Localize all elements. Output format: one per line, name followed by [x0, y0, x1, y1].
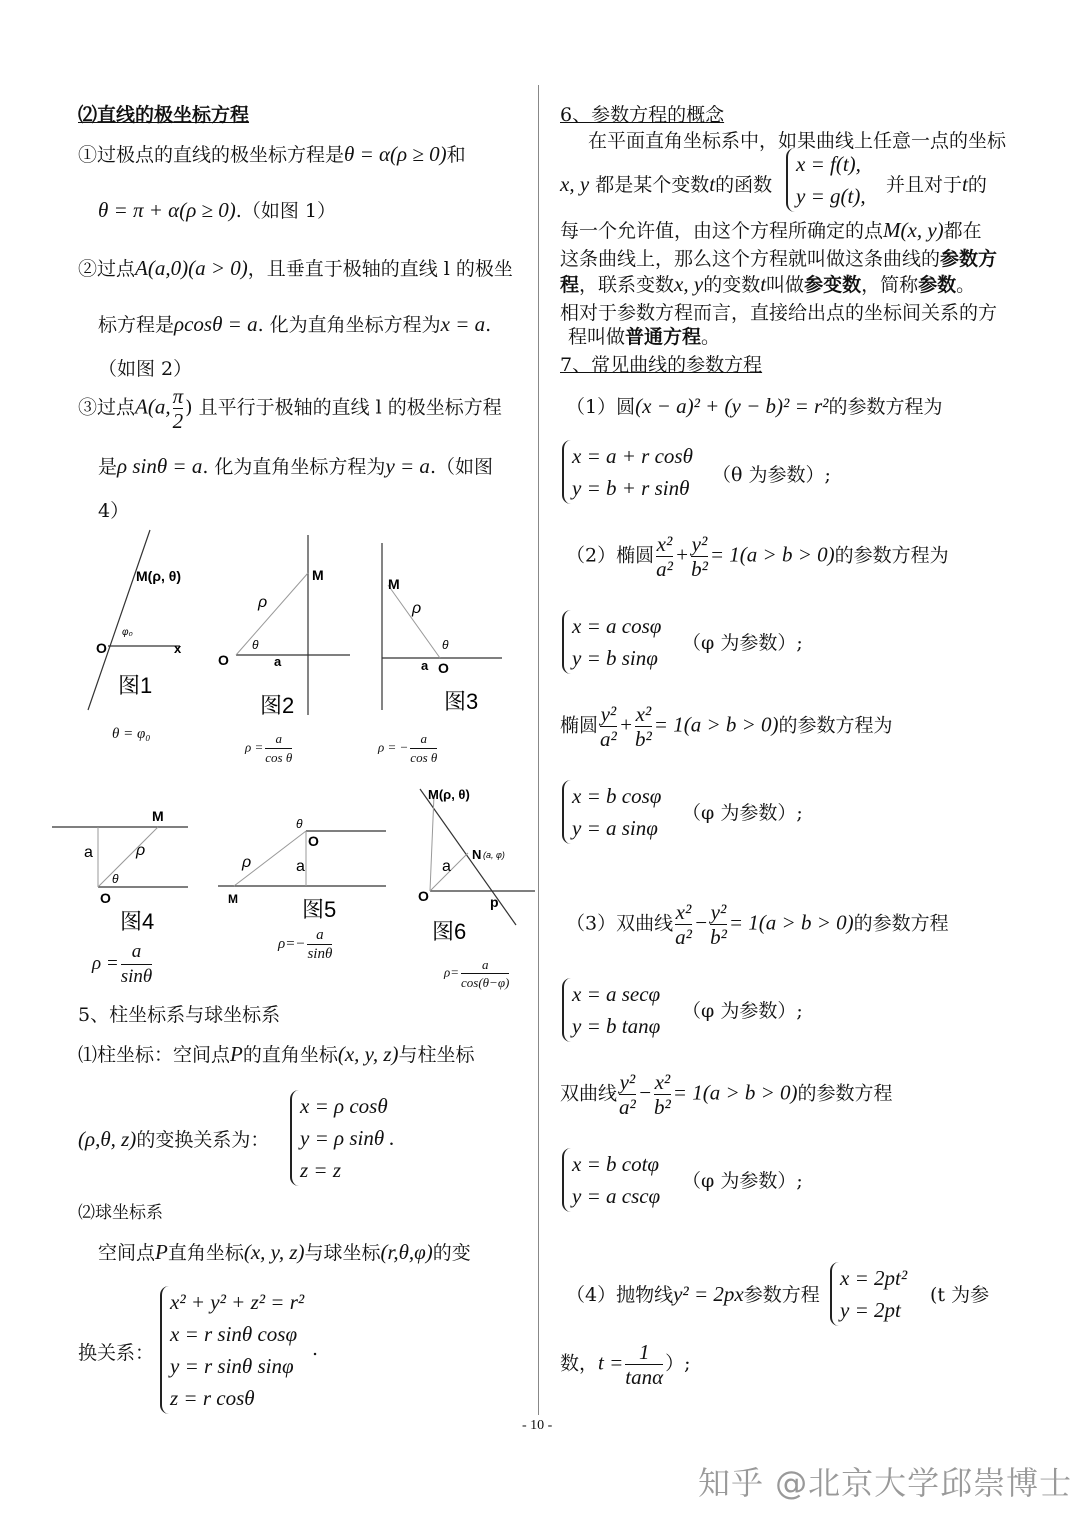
para-perpendicular-line — [78, 254, 513, 281]
ellipse-vertical-system — [562, 780, 661, 844]
numerator: a — [275, 731, 282, 746]
numerator: a — [420, 731, 428, 746]
para-param-2-tail — [886, 170, 987, 197]
fig4-theta: θ — [112, 872, 119, 886]
text: 直角坐标 — [167, 1242, 244, 1264]
denominator: b² — [653, 1095, 671, 1119]
denominator: a² — [600, 727, 617, 751]
fig3-a-label: a — [421, 658, 429, 673]
text: 的变数 — [703, 274, 761, 296]
numerator: x² — [654, 1070, 671, 1094]
numerator: y² — [619, 1070, 636, 1094]
hyperbola-param-note: （φ 为参数）; — [682, 1000, 803, 1022]
fig6-a-label: a — [442, 858, 451, 875]
text: 的变 — [432, 1242, 471, 1264]
equation: y = ρ sinθ . — [300, 1126, 395, 1150]
text: 这条曲线上，那么这个方程就叫做这条曲线的 — [560, 248, 941, 270]
numerator: y² — [710, 900, 727, 924]
fig6-radius — [430, 795, 434, 891]
fig4-point-M: M — [152, 808, 164, 824]
equation: y = 2pt — [840, 1298, 901, 1322]
equation: x = b cosφ — [572, 784, 662, 808]
text: ，联系变数 — [579, 274, 675, 296]
text: 参数方程 — [743, 1284, 820, 1306]
hyperbola-vertical-system — [562, 1148, 660, 1212]
term-parameter: 参数 — [918, 274, 957, 296]
fraction — [410, 730, 437, 767]
fraction — [654, 1070, 671, 1119]
text: 的参数方程为 — [778, 714, 893, 737]
section-title-common-curves: 7、常见曲线的参数方程 — [560, 354, 763, 376]
math: ρcosθ = a — [174, 312, 258, 336]
numerator: x² — [635, 702, 652, 726]
fig1-angle-label: φ₀ — [122, 627, 133, 638]
math: P — [155, 1240, 168, 1264]
text: （4）抛物线 — [566, 1284, 674, 1306]
fig3-origin: O — [438, 660, 449, 676]
text: 的函数 — [715, 174, 773, 196]
fig4-formula — [92, 940, 154, 989]
text: ) 且平行于极轴的直线 l 的极坐标方程 — [185, 396, 502, 419]
para-figure2-ref: （如图 2） — [98, 358, 193, 380]
text: （3）双曲线 — [566, 912, 674, 935]
hyperbola-system — [562, 978, 660, 1042]
math: (x, y, z) — [243, 1240, 305, 1264]
para-param-7 — [568, 322, 720, 349]
numerator: y² — [600, 702, 617, 726]
fig4-origin: O — [100, 890, 111, 906]
equation: y = g(t), — [796, 184, 866, 208]
numerator: x² — [656, 532, 673, 556]
text: . 化为直角坐标方程为 — [202, 456, 386, 478]
math: θ = π + α(ρ ≥ 0) — [98, 198, 236, 222]
math: t — [760, 272, 767, 296]
ellipse-vertical-param-note: （φ 为参数）; — [682, 802, 803, 824]
denominator: b² — [691, 557, 708, 581]
fraction — [619, 1070, 636, 1119]
fraction — [121, 940, 153, 989]
fig2-a-label: a — [274, 654, 282, 669]
fig6-point-M: M(ρ, θ) — [428, 787, 470, 802]
parabola-param-note: (t 为参 — [930, 1284, 990, 1306]
text: . — [485, 314, 492, 336]
equation: x = a secφ — [572, 982, 661, 1006]
math: ρ sinθ = a — [117, 454, 203, 478]
numerator: y² — [691, 532, 708, 556]
fig2-rho: ρ — [258, 594, 268, 611]
fig2-origin: O — [218, 652, 229, 668]
equation: y = a sinφ — [572, 816, 658, 840]
fraction — [656, 532, 673, 581]
math: t — [962, 172, 968, 196]
fig6-origin: O — [418, 888, 429, 904]
fig5-point-M: M — [228, 892, 238, 906]
text: 都是某个变数 — [595, 174, 710, 196]
fig5-formula — [278, 926, 334, 963]
hyperbola-vertical-param-note: （φ 为参数）; — [682, 1170, 803, 1192]
text: 叫做 — [766, 274, 805, 296]
math: (r,θ,φ) — [380, 1240, 433, 1264]
term: 程 — [560, 274, 580, 296]
fig4-rho: ρ — [136, 842, 146, 859]
fig3-formula — [378, 730, 439, 767]
parabola-system — [830, 1262, 907, 1326]
para-spherical — [98, 1238, 471, 1265]
equation: x = f(t), — [796, 152, 861, 176]
text: 每一个允许值，由这个方程所确定的点 — [560, 220, 884, 242]
math: = 1(a > b > 0) — [728, 910, 854, 935]
text: ，且垂直于极轴的直线 l 的极坐 — [247, 258, 513, 280]
numerator: x² — [675, 900, 692, 924]
circle-param-note: （θ 为参数）; — [712, 464, 831, 486]
text: ②过点 — [78, 258, 136, 280]
fraction — [600, 702, 617, 751]
spherical-system — [160, 1286, 304, 1414]
page-number: - 10 - — [522, 1418, 553, 1433]
fig6-N-coords: (a, φ) — [483, 850, 505, 860]
para-perpendicular-line-2 — [98, 310, 491, 337]
numerator: a — [316, 927, 324, 943]
math: y² = 2px — [673, 1282, 744, 1306]
text: ③过点 — [78, 396, 136, 419]
equation: x = ρ cosθ — [300, 1094, 388, 1118]
denominator: b² — [710, 925, 727, 949]
equation: y = b sinφ — [572, 646, 658, 670]
equation: x = a + r cosθ — [572, 444, 693, 468]
denominator: sinθ — [120, 966, 153, 987]
denominator: a² — [619, 1095, 636, 1119]
text: 都在 — [943, 220, 982, 242]
fraction — [461, 956, 509, 991]
curve-ellipse-vertical: 椭圆 $\frac{\text{y²}}{\text{a²}}$ + $\frac{\text{x²}}{\text{b²}}$ = 1(a > b > 0)的参数方程为 — [560, 702, 893, 751]
text: ）; — [665, 1352, 691, 1375]
text: 的参数方程 — [797, 1082, 893, 1105]
fig3-point-M: M — [388, 576, 400, 592]
denominator: cos(θ−φ) — [461, 975, 510, 990]
term-param-equation: 参数方 — [940, 248, 998, 270]
text: 的参数方程为 — [834, 544, 949, 567]
equation: y = r sinθ sinφ — [170, 1354, 294, 1378]
denominator: 2 — [172, 409, 184, 433]
fig2-formula — [245, 730, 294, 767]
fig2-caption: 图2 — [260, 693, 295, 718]
section-title-parametric-concept: 6、参数方程的概念 — [560, 104, 725, 126]
watermark: 知乎 @北京大学邱崇博士 — [698, 1464, 1073, 1502]
fig2-theta: θ — [252, 638, 259, 652]
text: 的 — [967, 174, 987, 196]
fig3-radius — [388, 585, 440, 658]
para-param-1: 在平面直角坐标系中，如果曲线上任意一点的坐标 — [588, 130, 1007, 152]
text: 。 — [701, 326, 721, 348]
fig5-theta: θ — [296, 817, 303, 831]
para-param-5 — [560, 270, 975, 297]
text: （2）椭圆 — [566, 544, 655, 567]
math: t = — [598, 1350, 624, 1375]
text: .（如图 1） — [235, 200, 336, 222]
equation: z = r cosθ — [170, 1386, 255, 1410]
equation: x = r sinθ cosφ — [170, 1322, 298, 1346]
fig4-radius — [98, 827, 158, 887]
fig6-point-N: N — [472, 847, 482, 862]
math: = 1(a > b > 0) — [653, 712, 779, 737]
fig4-caption: 图4 — [120, 909, 155, 934]
fig1-x-label: x — [174, 641, 182, 656]
fig2-radius — [236, 573, 308, 655]
section-title-line-polar: ⑵直线的极坐标方程 — [78, 104, 250, 126]
text: （1）圆 — [566, 396, 636, 418]
math: A(a,0)(a > 0) — [135, 256, 248, 280]
rho: ρ = — [245, 739, 264, 755]
math: x = a — [440, 312, 486, 336]
text: 椭圆 — [560, 714, 599, 737]
numerator: a — [131, 941, 142, 962]
ellipse-param-note: （φ 为参数）; — [682, 632, 803, 654]
text: ①过极点的直线的极坐标方程是 — [78, 144, 345, 166]
fig5-point-O: O — [308, 833, 319, 849]
fraction — [675, 900, 692, 949]
denominator: cos θ — [265, 750, 293, 765]
curve-ellipse: （2）椭圆 $\frac{\text{x²}}{\text{a²}}$ + $\frac{\text{y²}}{\text{b²}}$ = 1(a > b > 0)的参数方程为 — [566, 532, 949, 581]
para-parallel-line — [78, 384, 502, 433]
rho: ρ=− — [278, 935, 306, 952]
equation: y = b tanφ — [572, 1014, 661, 1038]
math: (x, y, z) — [337, 1042, 399, 1066]
rho: ρ = — [92, 952, 119, 974]
param-function-system — [786, 148, 866, 212]
para-figure4-ref: 4） — [98, 500, 130, 522]
fig1-formula: θ = φ₀ — [112, 726, 151, 742]
denominator: tanα — [625, 1365, 664, 1389]
math: x, y — [674, 272, 704, 296]
text: 的变换关系为： — [136, 1129, 270, 1151]
equation: y = b + r sinθ — [572, 476, 690, 500]
fraction — [173, 384, 184, 433]
text: 程叫做 — [568, 326, 626, 348]
fig2-point-M: M — [312, 567, 324, 583]
para-param-3 — [560, 216, 982, 243]
para-param-4 — [560, 244, 997, 271]
term-ordinary-equation: 普通方程 — [625, 326, 702, 348]
fig5-caption: 图5 — [302, 897, 337, 922]
fig3-rho: ρ — [412, 600, 422, 617]
denominator: cos θ — [410, 750, 438, 765]
math: t — [709, 172, 716, 196]
fig5-rho: ρ — [242, 854, 252, 871]
fig3-theta: θ — [442, 638, 449, 652]
text: 标方程是 — [98, 314, 175, 336]
equation: x² + y² + z² = r² — [170, 1290, 305, 1314]
math: A(a, — [135, 394, 171, 419]
text: ⑴柱坐标：空间点 — [78, 1044, 231, 1066]
math: M(x, y) — [883, 218, 944, 242]
text: 双曲线 — [560, 1082, 618, 1105]
section-title-spherical: ⑵球坐标系 — [78, 1203, 163, 1223]
spherical-period: . — [312, 1338, 319, 1360]
parabola-param-def — [560, 1340, 691, 1389]
math: = 1(a > b > 0) — [709, 542, 835, 567]
text: 空间点 — [98, 1242, 156, 1264]
equation: z = z — [300, 1158, 342, 1182]
fig1-caption: 图1 — [118, 673, 153, 698]
fig1-origin: O — [96, 640, 107, 656]
text: 与柱坐标 — [398, 1044, 475, 1066]
para-line-through-pole — [78, 140, 466, 167]
term-parameter-variable: 参变数 — [804, 274, 862, 296]
para-line-through-pole-2 — [98, 196, 336, 223]
fraction — [625, 1340, 663, 1389]
text: . 化为直角坐标方程为 — [257, 314, 441, 336]
ellipse-system — [562, 610, 661, 674]
circle-system — [562, 440, 693, 504]
text: 的参数方程为 — [828, 396, 943, 418]
denominator: a² — [656, 557, 673, 581]
fig6-formula — [444, 956, 511, 991]
equation: x = b cotφ — [572, 1152, 660, 1176]
math: (ρ,θ, z) — [78, 1127, 137, 1151]
section-title-cylindrical-spherical: 5、柱坐标系与球坐标系 — [78, 1004, 281, 1026]
fraction — [307, 926, 332, 963]
text: 的直角坐标 — [242, 1044, 338, 1066]
fig6-caption: 图6 — [432, 919, 467, 944]
numerator: 1 — [638, 1340, 650, 1364]
text: 和 — [446, 144, 466, 166]
numerator: π — [172, 384, 184, 408]
curve-hyperbola-vertical: 双曲线 $\frac{\text{y²}}{\text{a²}}$ − $\frac{\text{x²}}{\text{b²}}$ = 1(a > b > 0)的参数方程 — [560, 1070, 893, 1119]
para-param-6: 相对于参数方程而言，直接给出点的坐标间关系的方 — [560, 302, 998, 324]
para-cylindrical-2 — [78, 1125, 269, 1152]
math: x, y — [560, 172, 590, 196]
text: 数， — [560, 1352, 599, 1375]
numerator: a — [481, 957, 489, 972]
fraction — [265, 730, 292, 767]
curve-hyperbola: （3）双曲线 $\frac{\text{x²}}{\text{a²}}$ − $\frac{\text{y²}}{\text{b²}}$ = 1(a > b > 0)的参数方程 — [566, 900, 949, 949]
fraction — [635, 702, 652, 751]
math: = 1(a > b > 0) — [672, 1080, 798, 1105]
text: .（如图 — [429, 456, 493, 478]
denominator: b² — [634, 727, 652, 751]
fig1-point-M: M(ρ, θ) — [136, 568, 181, 584]
rho: ρ= — [444, 964, 460, 980]
math: P — [230, 1042, 243, 1066]
curve-parabola — [566, 1280, 820, 1307]
denominator: a² — [675, 925, 692, 949]
text: 与球坐标 — [304, 1242, 381, 1264]
para-param-2 — [560, 170, 772, 197]
math: (x − a)² + (y − b)² = r² — [635, 394, 829, 418]
text: ，简称 — [861, 274, 919, 296]
cylindrical-system — [290, 1090, 395, 1186]
rho: ρ = − — [378, 739, 409, 755]
math: y = a — [385, 454, 430, 478]
fig3-caption: 图3 — [444, 689, 479, 714]
denominator: sinθ — [307, 946, 333, 962]
fig4-a-label: a — [84, 844, 93, 861]
text: 。 — [956, 274, 976, 296]
text: 是 — [98, 456, 118, 478]
equation: x = 2pt² — [840, 1266, 908, 1290]
equation: y = a cscφ — [572, 1184, 661, 1208]
para-spherical-2: 换关系： — [78, 1342, 155, 1364]
para-cylindrical — [78, 1040, 475, 1067]
equation: x = a cosφ — [572, 614, 662, 638]
curve-circle — [566, 392, 942, 419]
column-divider — [538, 85, 539, 1415]
text: 并且对于 — [886, 174, 963, 196]
fig5-a-label: a — [296, 858, 305, 875]
para-parallel-line-2 — [98, 452, 493, 479]
fraction — [691, 532, 708, 581]
fraction — [710, 900, 727, 949]
fig6-p-label: p — [490, 894, 499, 910]
text: 的参数方程 — [853, 912, 949, 935]
math: θ = α(ρ ≥ 0) — [344, 142, 447, 166]
